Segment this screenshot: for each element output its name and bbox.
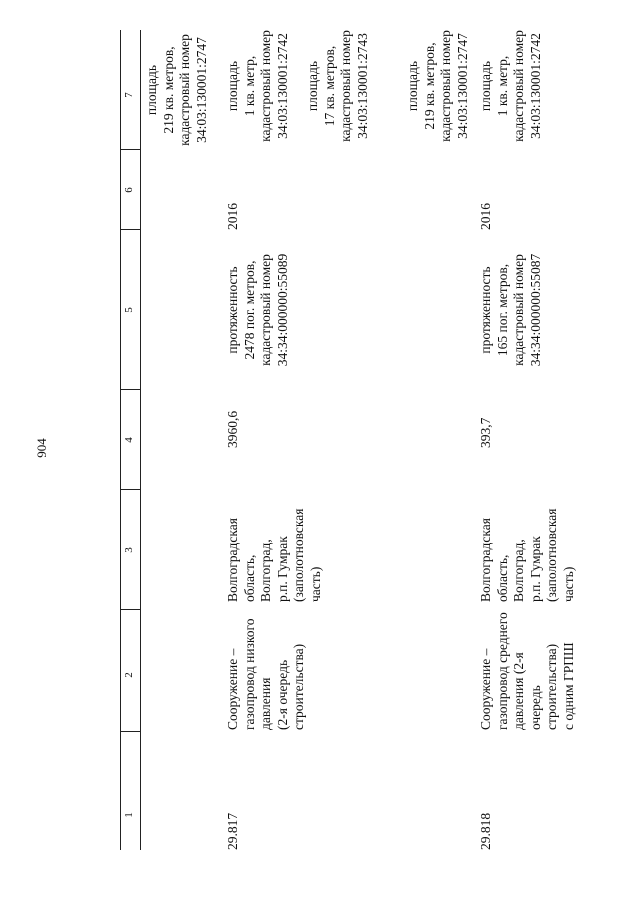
column-header: 4 (123, 437, 135, 443)
table-cell: 393,7 (478, 417, 493, 448)
header-divider (120, 149, 140, 150)
header-divider (120, 389, 140, 390)
column-header: 1 (123, 812, 135, 818)
page-number: 904 (33, 438, 49, 458)
header-divider (120, 489, 140, 490)
row-number: 29.817 (225, 812, 240, 850)
table-cell: Волгоградская область, Волгоград, р.п. Гумрак (заполотновская часть) (478, 508, 576, 602)
header-divider (120, 731, 140, 732)
table-cell: площадь 219 кв. метров, кадастровый номер 34:03:130001:2747 (144, 34, 209, 146)
table-cell: площадь 1 кв. метр, кадастровый номер 34:03:130001:2742 (478, 30, 543, 142)
rotated-table (120, 30, 576, 850)
header-divider (120, 229, 140, 230)
column-header: 7 (123, 92, 135, 98)
table-cell: 2016 (225, 203, 240, 230)
header-bottom-line (140, 30, 141, 850)
column-header: 2 (123, 672, 135, 678)
table-cell: Сооружение – газопровод низкого давления (2-я очередь строительства) (225, 618, 306, 730)
table-cell: площадь 1 кв. метр, кадастровый номер 34:03:130001:2742 (225, 30, 290, 142)
table-cell: Волгоградская область, Волгоград, р.п. Гумрак (заполотновская часть) (225, 508, 323, 602)
table-cell: протяженность 2478 пог. метров, кадастровый номер 34:34:000000:55089 (225, 253, 290, 367)
row-number: 29.818 (478, 812, 493, 850)
column-header: 5 (123, 307, 135, 313)
table-cell: протяженность 165 пог. метров, кадастровый номер 34:34:000000:55087 (478, 253, 543, 367)
header-divider (120, 609, 140, 610)
table-cell: площадь 219 кв. метров, кадастровый номер 34:03:130001:2747 (405, 30, 470, 142)
column-header: 6 (123, 187, 135, 193)
table-cell: 2016 (478, 203, 493, 230)
table-cell: Сооружение – газопровод среднего давления (2-я очередь строительства) с одним ГРПШ (478, 612, 576, 730)
header-top-line (120, 30, 121, 850)
table-cell: 3960,6 (225, 410, 240, 448)
table-cell: площадь 17 кв. метров, кадастровый номер 34:03:130001:2743 (305, 30, 370, 142)
column-header: 3 (123, 547, 135, 553)
